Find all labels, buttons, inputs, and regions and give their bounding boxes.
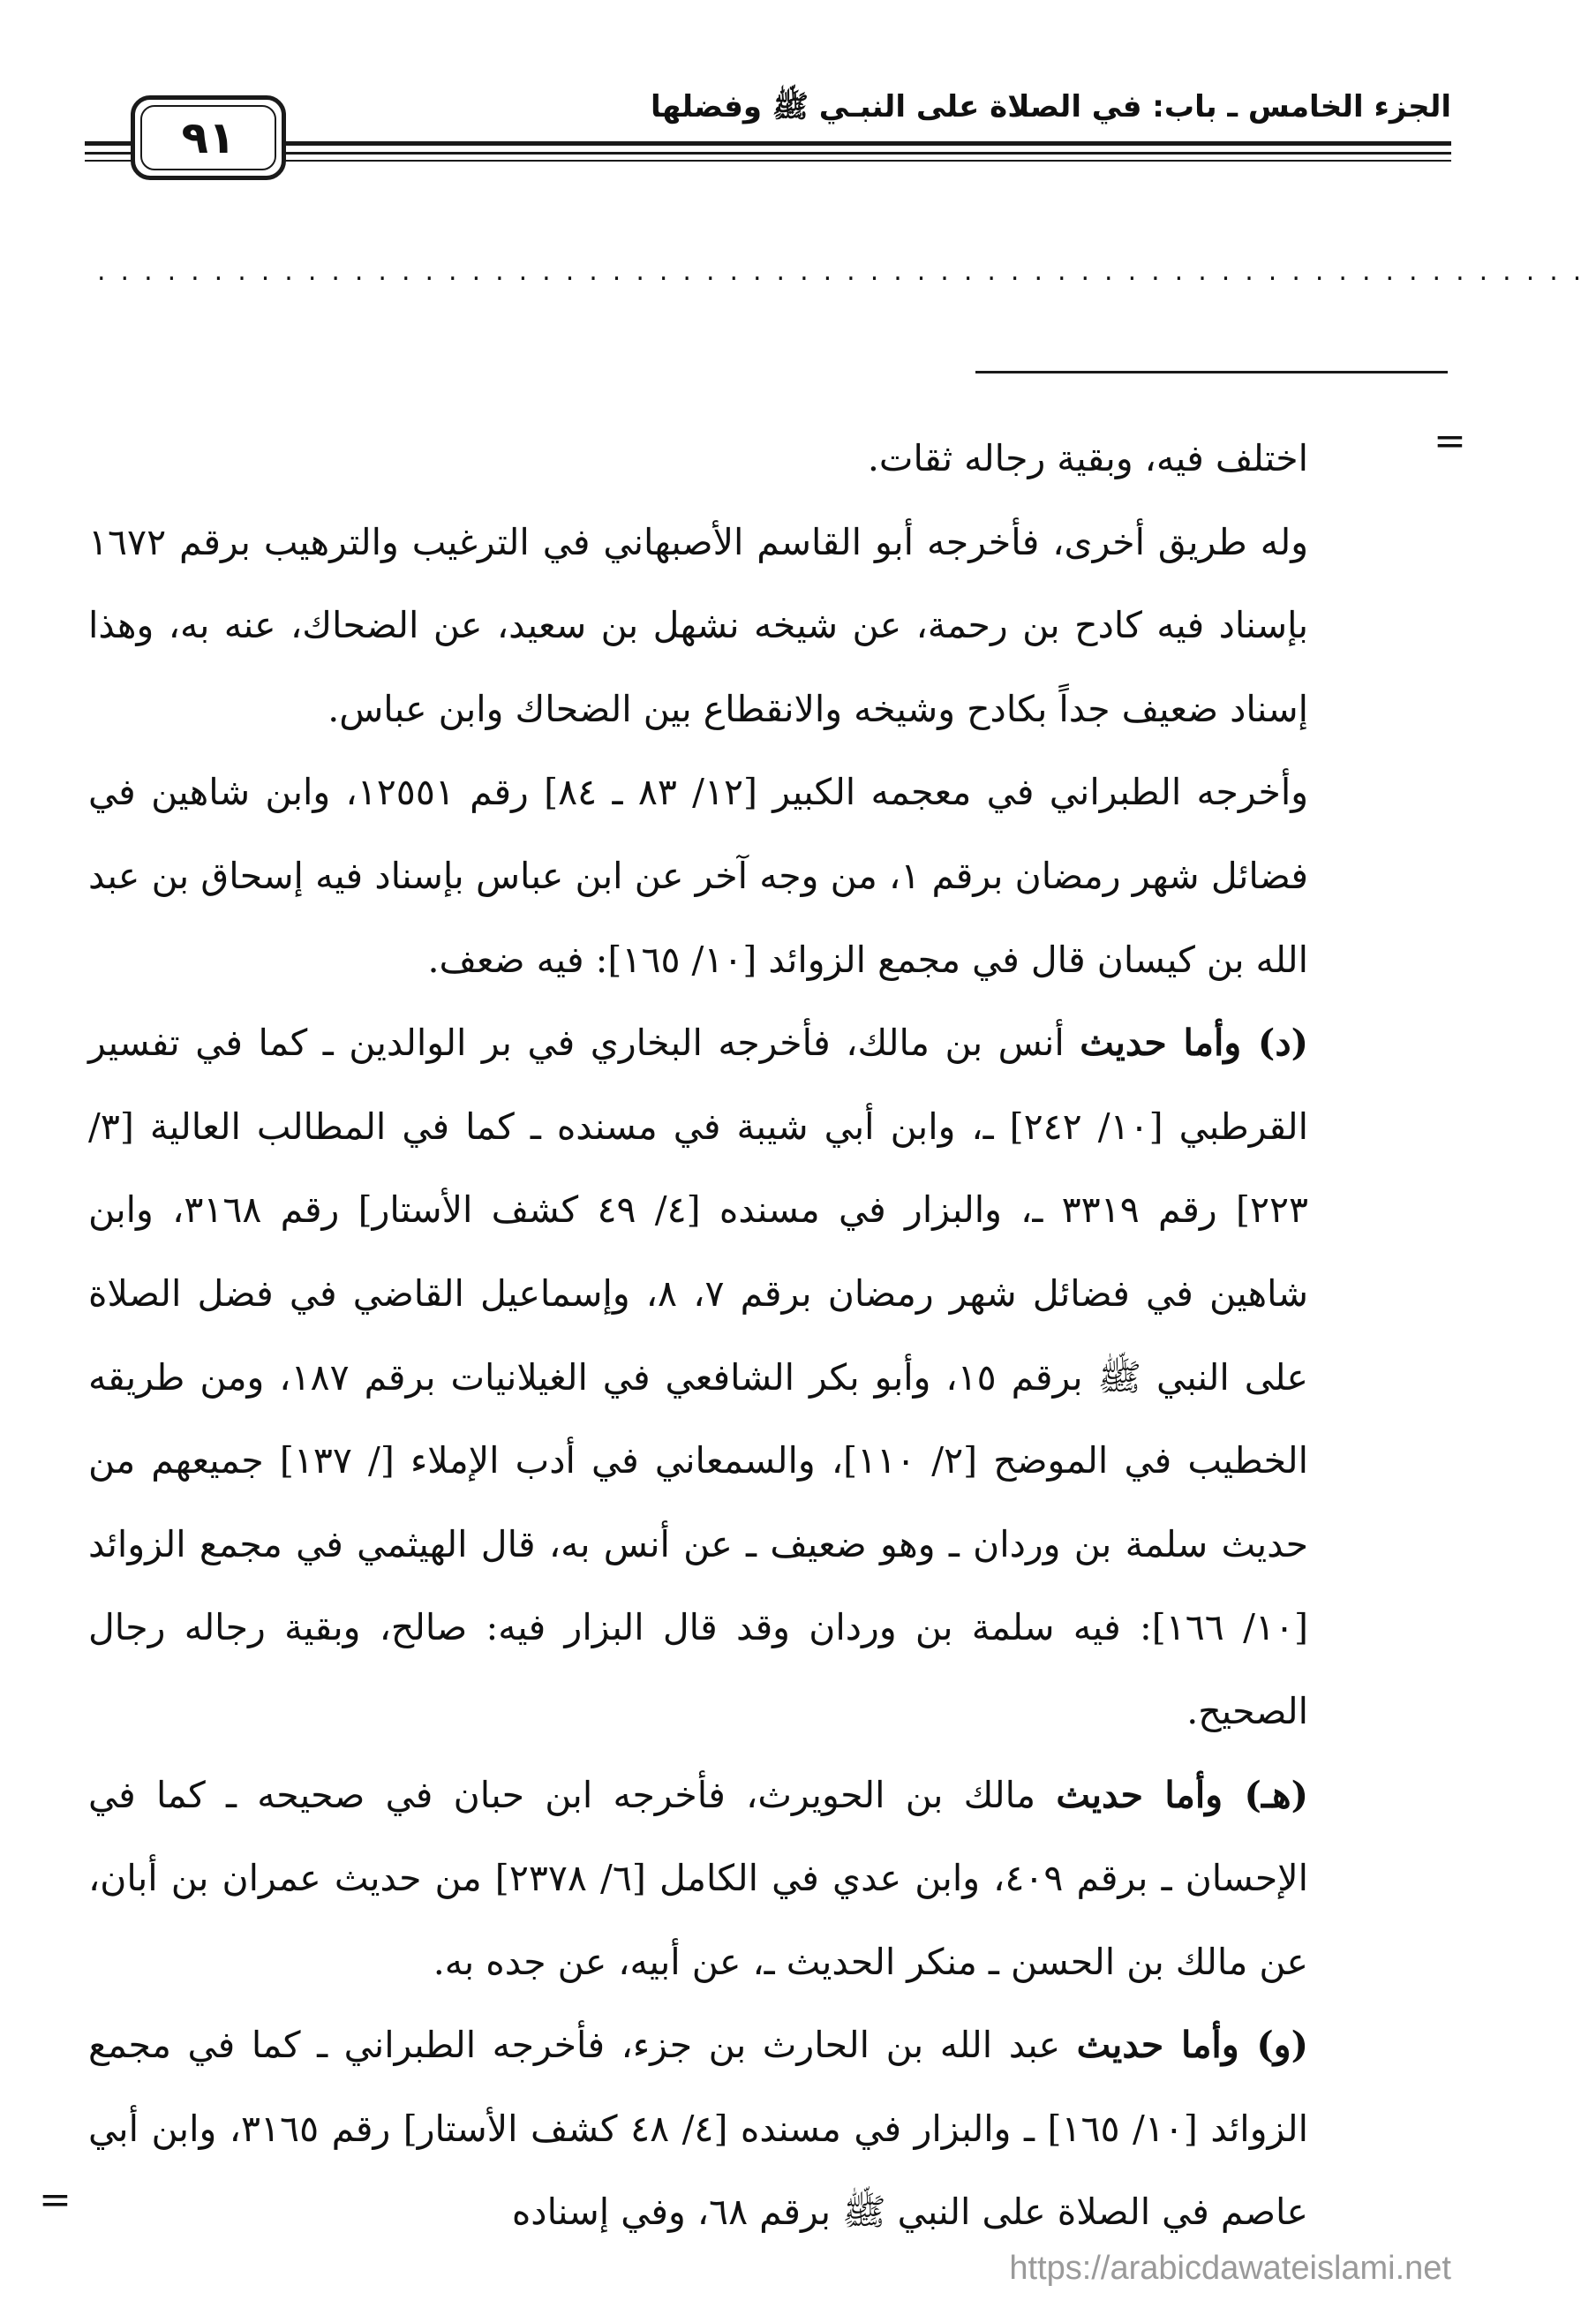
continuation-mark-bottom: =	[39, 2177, 72, 2222]
page-number-box	[131, 95, 286, 180]
section-separator-dots: ................................................................	[97, 256, 1596, 287]
header-rule-bottom	[85, 160, 1451, 162]
paragraph-4-label: (د) وأما حديث	[1080, 1022, 1308, 1065]
paragraph-5-text: مالك بن الحويرث، فأخرجه ابن حبان في صحيحه ـ كما في الإحسان ـ برقم ٤٠٩، وابن عدي في الكامل [٦/ ٢٣٧٨] من حديث عمران بن أبان، عن مالك بن الحسن ـ منكر الحديث ـ، عن أبيه، عن جده به.	[88, 1773, 1308, 1983]
paragraph-3-text: وأخرجه الطبراني في معجمه الكبير [١٢/ ٨٣ ـ ٨٤] رقم ١٢٥٥١، وابن شاهين في فضائل شهر رمضان برقم ١، من وجه آخر عن ابن عباس بإسناد فيه إسحاق بن عبد الله بن كيسان قال في مجمع الزوائد [١٠/ ١٦٥]: فيه ضعف.	[88, 771, 1309, 981]
watermark-url: https://arabicdawateislami.net	[1009, 2250, 1451, 2287]
paragraph-6-label: (و) وأما حديث	[1076, 2024, 1309, 2067]
header-rule-middle	[85, 152, 1451, 155]
paragraph-2-text: وله طريق أخرى، فأخرجه أبو القاسم الأصبهاني في الترغيب والترهيب برقم ١٦٧٢ بإسناد فيه كادح بن رحمة، عن شيخه نشهل بن سعيد، عن الضحاك، عنه به، وهذا إسناد ضعيف جداً بكادح وشيخه والانقطاع بين الضحاك وابن عباس.	[88, 520, 1308, 730]
paragraph-4-text: أنس بن مالك، فأخرجه البخاري في بر الوالدين ـ كما في تفسير القرطبي [١٠/ ٢٤٢] ـ، وابن أبي شيبة في مسنده ـ كما في المطالب العالية [٣/ ٢٢٣] رقم ٣٣١٩ ـ، والبزار في مسنده [٤/ ٤٩ كشف الأستار] رقم ٣١٦٨، وابن شاهين في فضائل شهر رمضان برقم ٧، ٨، وإسماعيل القاضي في فضل الصلاة على النبي ﷺ برقم ١٥، وأبو بكر الشافعي في الغيلانيات برقم ١٨٧، ومن طريقه الخطيب في الموضح [٢/ ١١٠]، والسمعاني في أدب الإملاء [/ ١٣٧] جميعهم من حديث سلمة بن وردان ـ وهو ضعيف ـ عن أنس به، قال الهيثمي في مجمع الزوائد [١٠/ ١٦٦]: فيه سلمة بن وردان وقد قال البزار فيه: صالح، وبقية رجاله رجال الصحيح.	[88, 1022, 1309, 1732]
page-number: ٩١	[181, 112, 236, 163]
footnote-body	[88, 417, 1308, 2254]
paragraph-1-text: اختلف فيه، وبقية رجاله ثقات.	[867, 437, 1308, 479]
paragraph-6	[88, 2003, 1308, 2254]
paragraph-5-label: (هـ) وأما حديث	[1056, 1773, 1308, 1816]
paragraph-1	[88, 417, 1308, 501]
paragraph-3	[88, 750, 1308, 1001]
page-header	[0, 0, 1564, 194]
paragraph-5	[88, 1754, 1308, 2004]
paragraph-6-text: عبد الله بن الحارث بن جزء، فأخرجه الطبراني ـ كما في مجمع الزوائد [١٠/ ١٦٥] ـ والبزار في مسنده [٤/ ٤٨ كشف الأستار] رقم ٣١٦٥، وابن أبي عاصم في الصلاة على النبي ﷺ برقم ٦٨، وفي إسناده	[88, 2024, 1309, 2234]
paragraph-2	[88, 501, 1308, 751]
header-rule-top	[85, 141, 1451, 146]
paragraph-4	[88, 1001, 1308, 1753]
footnote-rule	[975, 371, 1448, 373]
continuation-mark-top: =	[1434, 419, 1466, 464]
running-header-title: الجزء الخامس ـ باب: في الصلاة على النبـي ﷺ وفضلها	[651, 89, 1451, 124]
